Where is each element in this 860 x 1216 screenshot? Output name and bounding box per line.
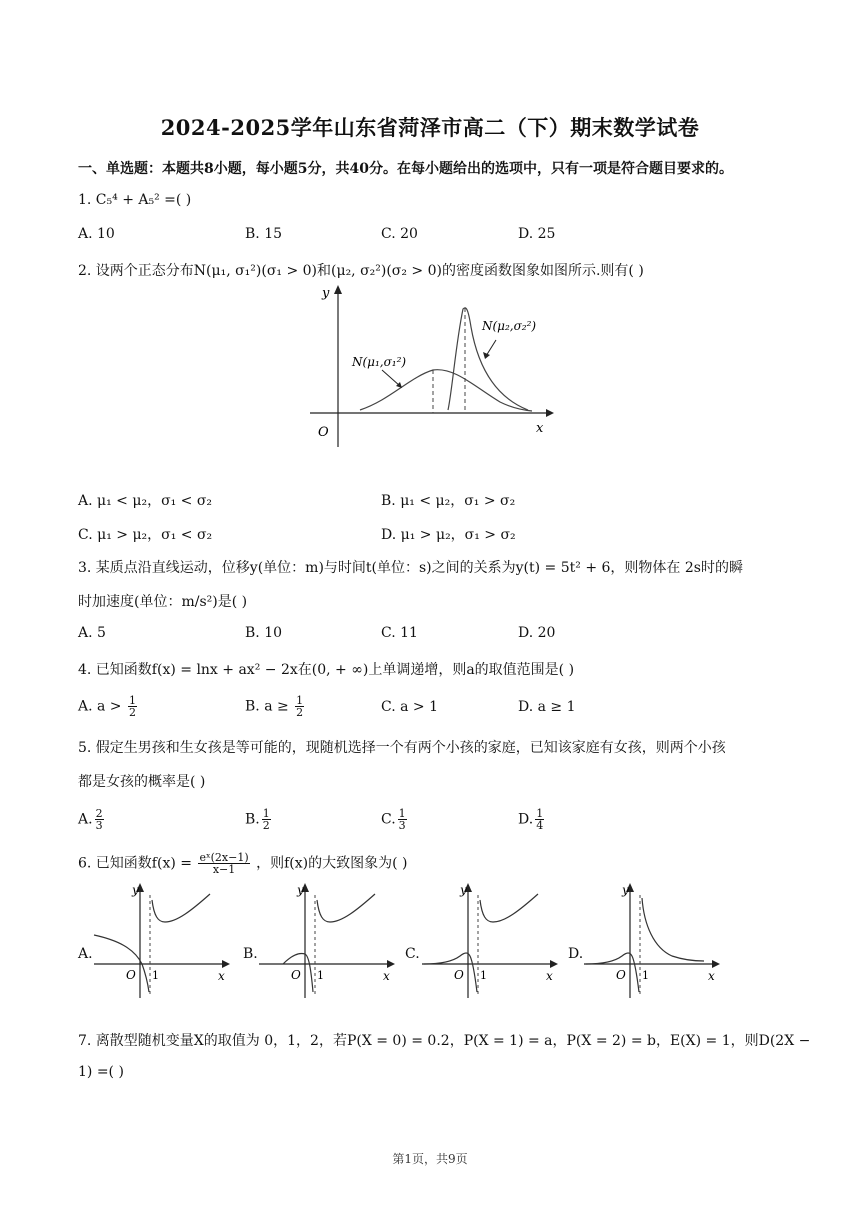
curve-2-label: N(μ₂,σ₂²) bbox=[482, 319, 537, 333]
question-6-stem: 6. 已知函数f(x) = $\frac{\text{eˣ(2x−1)}}{x-1}$ ，则f(x)的大致图象为( ) bbox=[78, 851, 408, 876]
origin-label: O bbox=[318, 425, 329, 440]
svg-text:1: 1 bbox=[317, 969, 324, 982]
q1-option-b: B. 15 bbox=[245, 226, 283, 242]
curve-1-label: N(μ₁,σ₁²) bbox=[352, 355, 407, 369]
question-3-stem-line2: 时加速度(单位：m/s²)是( ) bbox=[78, 594, 248, 610]
q2-option-a: A. μ₁ < μ₂，σ₁ < σ₂ bbox=[78, 493, 213, 509]
svg-text:O: O bbox=[291, 968, 301, 982]
svg-text:O: O bbox=[454, 968, 464, 982]
q5-option-d: D. $\frac{1}{4}$ bbox=[518, 807, 544, 832]
q2-option-c: C. μ₁ > μ₂，σ₁ < σ₂ bbox=[78, 527, 213, 543]
q6-option-c-label: C. bbox=[405, 946, 420, 962]
question-3-stem-line1: 3. 某质点沿直线运动，位移y(单位：m)与时间t(单位：s)之间的关系为y(t) = 5t² + 6，则物体在 2s时的瞬 bbox=[78, 560, 743, 576]
q2-option-d: D. μ₁ > μ₂，σ₁ > σ₂ bbox=[381, 527, 516, 543]
svg-text:y: y bbox=[132, 883, 139, 897]
question-5-stem-line1: 5. 假定生男孩和生女孩是等可能的，现随机选择一个有两个小孩的家庭，已知该家庭有女孩，则两个小孩 bbox=[78, 740, 726, 756]
y-axis-label: y bbox=[322, 286, 330, 301]
svg-text:x: x bbox=[383, 969, 390, 983]
q6-graph-a bbox=[92, 880, 232, 1000]
page-footer: 第1页，共9页 bbox=[392, 1152, 468, 1166]
q4-option-d: D. a ≥ 1 bbox=[518, 699, 576, 715]
q6-option-a-label: A. bbox=[78, 946, 93, 962]
svg-text:O: O bbox=[126, 968, 136, 982]
q4-option-a-fraction: $\frac{1}{2}$ bbox=[129, 694, 136, 719]
svg-text:x: x bbox=[218, 969, 225, 983]
q4-option-a bbox=[78, 695, 139, 718]
q6-option-b-label: B. bbox=[243, 946, 258, 962]
section-heading: 一、单选题：本题共8小题，每小题5分，共40分。在每小题给出的选项中，只有一项是符合题目要求的。 bbox=[78, 161, 733, 177]
q4-option-b bbox=[245, 695, 306, 718]
q4-option-b-text: B. a ≥ bbox=[245, 698, 289, 715]
q5-option-a: A. $\frac{2}{3}$ bbox=[78, 807, 103, 832]
q5-option-c: C. $\frac{1}{3}$ bbox=[381, 807, 406, 832]
q6-graph-d bbox=[582, 880, 722, 1000]
q4-option-a-text: A. a > bbox=[78, 698, 122, 715]
question-2-stem: 2. 设两个正态分布N(μ₁, σ₁²)(σ₁ > 0)和(μ₂, σ₂²)(σ₂ > 0)的密度函数图象如图所示.则有( ) bbox=[78, 263, 644, 279]
svg-text:1: 1 bbox=[152, 969, 159, 982]
svg-text:1: 1 bbox=[642, 969, 649, 982]
q6-option-d-label: D. bbox=[568, 946, 584, 962]
q4-option-c: C. a > 1 bbox=[381, 699, 438, 715]
q4-option-b-fraction: $\frac{1}{2}$ bbox=[296, 694, 304, 719]
wide-curve bbox=[360, 370, 532, 411]
q2-option-b: B. μ₁ < μ₂，σ₁ > σ₂ bbox=[381, 493, 516, 509]
q3-option-c: C. 11 bbox=[381, 625, 418, 641]
question-7-stem-line2: 1) =( ) bbox=[78, 1064, 124, 1080]
question-1-stem: 1. C₅⁴ + A₅² =( ) bbox=[78, 192, 192, 208]
question-7-stem-line1: 7. 离散型随机变量X的取值为 0，1，2，若P(X = 0) = 0.2，P(X = 1) = a，P(X = 2) = b，E(X) = 1，则D(2X − bbox=[78, 1033, 811, 1049]
page-title: 2024-2025学年山东省菏泽市高二（下）期末数学试卷 bbox=[160, 115, 700, 140]
svg-text:y: y bbox=[622, 883, 629, 897]
question-4-stem: 4. 已知函数f(x) = lnx + ax² − 2x在(0, + ∞)上单调递增，则a的取值范围是( ) bbox=[78, 662, 575, 678]
q3-option-d: D. 20 bbox=[518, 625, 556, 641]
q3-option-a: A. 5 bbox=[78, 625, 106, 641]
normal-distribution-figure bbox=[300, 282, 560, 452]
svg-text:O: O bbox=[616, 968, 626, 982]
svg-text:y: y bbox=[297, 883, 304, 897]
question-5-stem-line2: 都是女孩的概率是( ) bbox=[78, 774, 206, 790]
q1-option-a: A. 10 bbox=[78, 226, 115, 242]
svg-text:1: 1 bbox=[480, 969, 487, 982]
svg-text:y: y bbox=[460, 883, 467, 897]
q3-option-b: B. 10 bbox=[245, 625, 283, 641]
x-axis-label: x bbox=[536, 421, 544, 436]
q1-option-d: D. 25 bbox=[518, 226, 556, 242]
q6-graph-b bbox=[257, 880, 397, 1000]
q1-option-c: C. 20 bbox=[381, 226, 418, 242]
svg-text:x: x bbox=[546, 969, 553, 983]
svg-text:x: x bbox=[708, 969, 715, 983]
q6-graph-c bbox=[420, 880, 560, 1000]
q5-option-b: B. $\frac{1}{2}$ bbox=[245, 807, 270, 832]
